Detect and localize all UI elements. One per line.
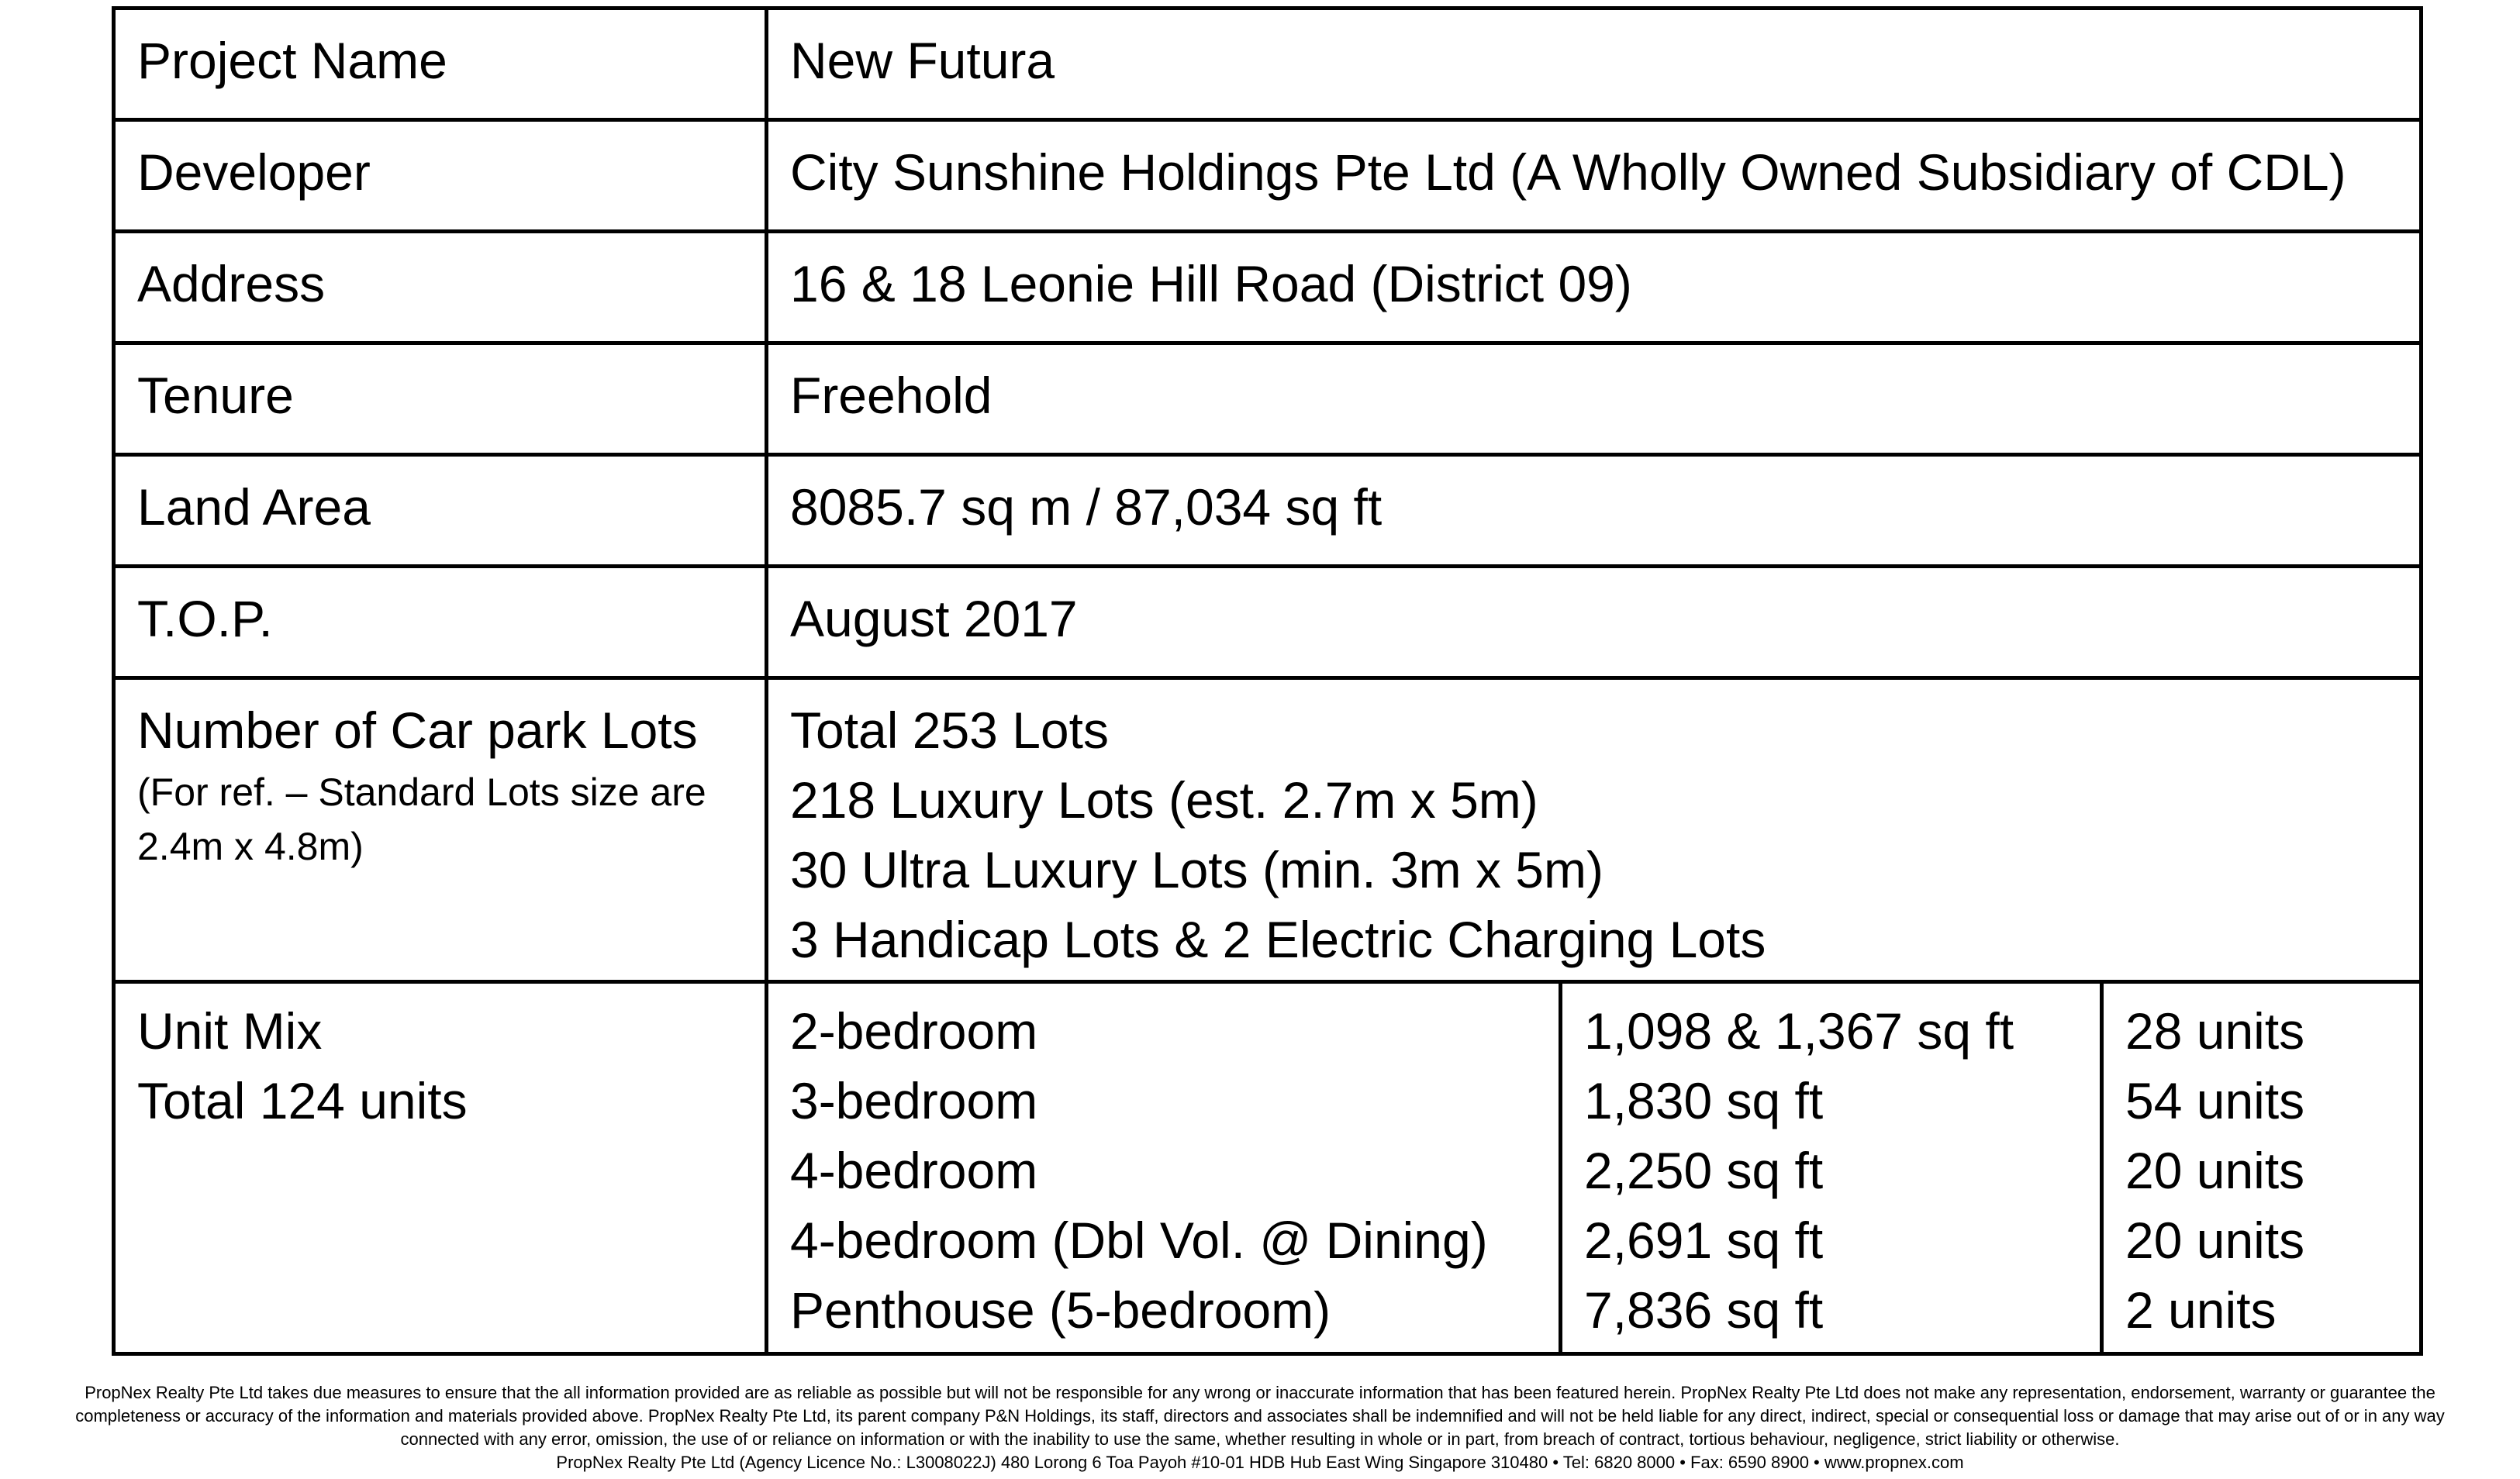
unit-size: 7,836 sq ft — [1584, 1281, 1824, 1339]
carpark-line: 218 Luxury Lots (est. 2.7m x 5m) — [790, 771, 1538, 829]
value-cell: 8085.7 sq m / 87,034 sq ft — [767, 455, 2422, 567]
value-cell: New Futura — [767, 9, 2422, 120]
unit-size: 1,098 & 1,367 sq ft — [1584, 1002, 2014, 1060]
unit-type: 3-bedroom — [790, 1072, 1038, 1129]
label-cell: Tenure — [114, 343, 767, 455]
carpark-value-cell — [767, 678, 2422, 982]
row-project-name — [114, 9, 2422, 120]
value-cell: 16 & 18 Leonie Hill Road (District 09) — [767, 232, 2422, 343]
unit-size-cell — [1561, 982, 2102, 1354]
disclaimer-line: connected with any error, omission, the use of or reliance on information or with the inability to use the same, whether resulting in whole or in part, from breach of contract, tortious behaviour, negligence, strict liability or otherwise. — [400, 1429, 2120, 1449]
carpark-note-line: 2.4m x 4.8m) — [137, 825, 364, 868]
carpark-line: Total 253 Lots — [790, 702, 1109, 759]
unit-type: Penthouse (5-bedroom) — [790, 1281, 1331, 1339]
unit-type-cell — [767, 982, 1561, 1354]
row-carpark — [114, 678, 2422, 982]
carpark-line: 30 Ultra Luxury Lots (min. 3m x 5m) — [790, 841, 1603, 898]
carpark-label: Number of Car park Lots — [137, 702, 698, 759]
carpark-label-cell — [114, 678, 767, 982]
unit-size: 2,250 sq ft — [1584, 1142, 1824, 1199]
value-cell: City Sunshine Holdings Pte Ltd (A Wholly Owned Subsidiary of CDL) — [767, 120, 2422, 232]
row-address — [114, 232, 2422, 343]
unit-size: 2,691 sq ft — [1584, 1212, 1824, 1269]
carpark-line: 3 Handicap Lots & 2 Electric Charging Lots — [790, 911, 1766, 968]
label-cell: Land Area — [114, 455, 767, 567]
unit-count-cell — [2102, 982, 2422, 1354]
unit-size: 1,830 sq ft — [1584, 1072, 1824, 1129]
row-land-area — [114, 455, 2422, 567]
agency-contact-line: PropNex Realty Pte Ltd (Agency Licence No.: L3008022J) 480 Lorong 6 Toa Payoh #10-01 HDB Hub East Wing Singapore 310480 • Tel: 6820 8000 • Fax: 6590 8900 • www.propnex.com — [556, 1453, 1964, 1472]
row-tenure — [114, 343, 2422, 455]
project-fact-table — [112, 6, 2423, 1356]
value-cell: August 2017 — [767, 567, 2422, 678]
unit-type: 4-bedroom (Dbl Vol. @ Dining) — [790, 1212, 1488, 1269]
unit-count: 2 units — [2125, 1281, 2277, 1339]
unit-type: 4-bedroom — [790, 1142, 1038, 1199]
disclaimer-line: completeness or accuracy of the information and materials provided above. PropNex Realty Pte Ltd, its parent company P&N Holdings, its staff, directors and associates shall be indemnified and will not be held liable for any direct, indirect, special or consequential loss or damage that may arise out of or in any way — [75, 1406, 2445, 1426]
label-cell: Developer — [114, 120, 767, 232]
unit-mix-total: Total 124 units — [137, 1072, 468, 1129]
label-cell: Address — [114, 232, 767, 343]
carpark-note-line: (For ref. – Standard Lots size are — [137, 771, 706, 814]
unit-count: 28 units — [2125, 1002, 2305, 1060]
label-cell: T.O.P. — [114, 567, 767, 678]
value-cell: Freehold — [767, 343, 2422, 455]
unit-mix-label-cell — [114, 982, 767, 1354]
row-unit-mix — [114, 982, 2422, 1354]
unit-type: 2-bedroom — [790, 1002, 1038, 1060]
disclaimer-line: PropNex Realty Pte Ltd takes due measures to ensure that the all information provided are as reliable as possible but will not be responsible for any wrong or inaccurate information that has been featured herein. PropNex Realty Pte Ltd does not make any representation, endorsement, warranty or guarantee the — [85, 1383, 2435, 1402]
unit-count: 20 units — [2125, 1212, 2305, 1269]
row-top — [114, 567, 2422, 678]
unit-count: 54 units — [2125, 1072, 2305, 1129]
unit-count: 20 units — [2125, 1142, 2305, 1199]
label-cell: Project Name — [114, 9, 767, 120]
unit-mix-label: Unit Mix — [137, 1002, 323, 1060]
disclaimer — [16, 1381, 2504, 1474]
row-developer — [114, 120, 2422, 232]
